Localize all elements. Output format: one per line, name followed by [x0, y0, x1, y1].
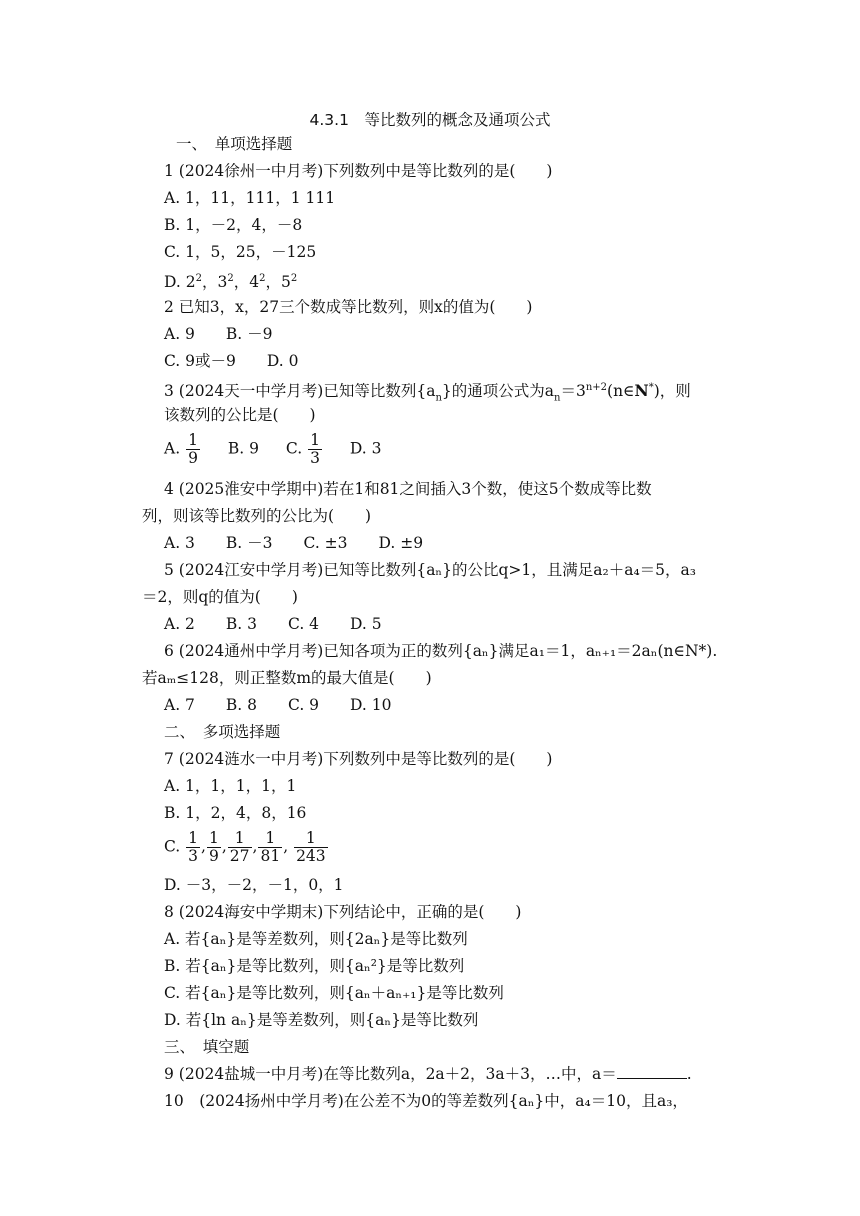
question-6-stem-line-2: 若aₘ≤128，则正整数m的最大值是( ) [142, 669, 432, 687]
question-8-option-a: A. 若{aₙ}是等差数列，则{2aₙ}是等比数列 [164, 930, 468, 948]
section-heading-single-choice: 一、 单项选择题 [176, 135, 293, 153]
question-3-stem: 3 (2024天一中学月考)已知等比数列$\{a_n\}$的通项公式为$a_n=3^{n+2}(n\in N^*)$，则 [164, 381, 691, 404]
fraction-one-third: $\frac{1}{3}$ [188, 829, 199, 865]
answer-blank[interactable] [617, 1064, 687, 1079]
fraction-one-two-hundred-forty-third: $\frac{1}{243}$ [296, 829, 326, 865]
question-5-stem-line-2: ＝2，则q的值为( ) [142, 588, 298, 606]
question-4-stem: 4 (2025淮安中学期中)若在1和81之间插入3个数，使这5个数成等比数 [164, 480, 652, 498]
question-2-options-row-1: A. 9 B. －9 [164, 325, 273, 343]
question-7-option-a: A. 1，1，1，1，1 [164, 777, 297, 795]
question-4-options: A. 3 B. －3 C. ±3 D. ±9 [164, 534, 424, 552]
question-10-stem: 10 (2024扬州中学月考)在公差不为0的等差数列{aₙ}中，a₄＝10，且a₃， [164, 1092, 688, 1110]
question-4-stem-line-2: 列，则该等比数列的公比为( ) [142, 507, 372, 525]
fraction-one-eighty-first: $\frac{1}{81}$ [260, 829, 281, 865]
question-7-option-c: C. $\frac{1}{3}$ , $\frac{1}{9}$ , $\frac{1}{27}$ , $\frac{1}{81}$ , $\frac{1}{243}$ [164, 829, 326, 865]
fraction-one-ninth: $\frac{1}{9}$ [188, 431, 198, 467]
question-8-option-d: D. 若{ln aₙ}是等差数列，则{aₙ}是等比数列 [164, 1011, 479, 1029]
question-6-stem: 6 (2024通州中学月考)已知各项为正的数列{aₙ}满足a₁＝1，aₙ₊₁＝2aₙ(n∈N*). [164, 642, 718, 660]
question-5-stem: 5 (2024江安中学月考)已知等比数列{aₙ}的公比q>1，且满足a₂＋a₄＝5，a₃ [164, 561, 696, 579]
section-heading-multiple-choice: 二、 多项选择题 [164, 723, 281, 741]
question-3-options: A. $\frac{1}{9}$ B. 9 C. $\frac{1}{3}$ D. 3 [164, 431, 382, 467]
question-7-option-d: D. －3，－2，－1，0，1 [164, 876, 344, 894]
question-9-stem: 9 (2024盐城一中月考)在等比数列a，2a＋2，3a＋3，…中，a＝ . [164, 1065, 692, 1083]
question-1-option-c: C. 1，5，25，－125 [164, 243, 317, 261]
question-1-stem: 1 (2024徐州一中月考)下列数列中是等比数列的是( ) [164, 162, 553, 180]
question-8-option-b: B. 若{aₙ}是等比数列，则{aₙ²}是等比数列 [164, 957, 465, 975]
fraction-one-twenty-seventh: $\frac{1}{27}$ [229, 829, 250, 865]
question-5-options: A. 2 B. 3 C. 4 D. 5 [164, 615, 382, 633]
fraction-one-third: $\frac{1}{3}$ [310, 431, 320, 467]
question-8-stem: 8 (2024海安中学期末)下列结论中，正确的是( ) [164, 903, 522, 921]
question-1-option-b: B. 1，－2，4，－8 [164, 216, 303, 234]
question-7-stem: 7 (2024涟水一中月考)下列数列中是等比数列的是( ) [164, 750, 553, 768]
question-8-option-c: C. 若{aₙ}是等比数列，则{aₙ＋aₙ₊₁}是等比数列 [164, 984, 504, 1002]
question-7-option-b: B. 1，2，4，8，16 [164, 804, 307, 822]
question-1-option-a: A. 1，11，111，1 111 [164, 189, 336, 207]
question-2-stem: 2 已知3，x，27三个数成等比数列，则x的值为( ) [164, 298, 533, 316]
question-2-options-row-2: C. 9或－9 D. 0 [164, 352, 299, 370]
page-title: 4.3.1 等比数列的概念及通项公式 [309, 111, 551, 129]
section-heading-fill-in: 三、 填空题 [164, 1038, 250, 1056]
question-6-options: A. 7 B. 8 C. 9 D. 10 [164, 696, 392, 714]
fraction-one-ninth: $\frac{1}{9}$ [208, 829, 219, 865]
question-3-stem-line-2: 该数列的公比是( ) [164, 406, 316, 424]
question-1-option-d: D. $2^2$，$3^2$，$4^2$，$5^2$ [164, 273, 298, 292]
